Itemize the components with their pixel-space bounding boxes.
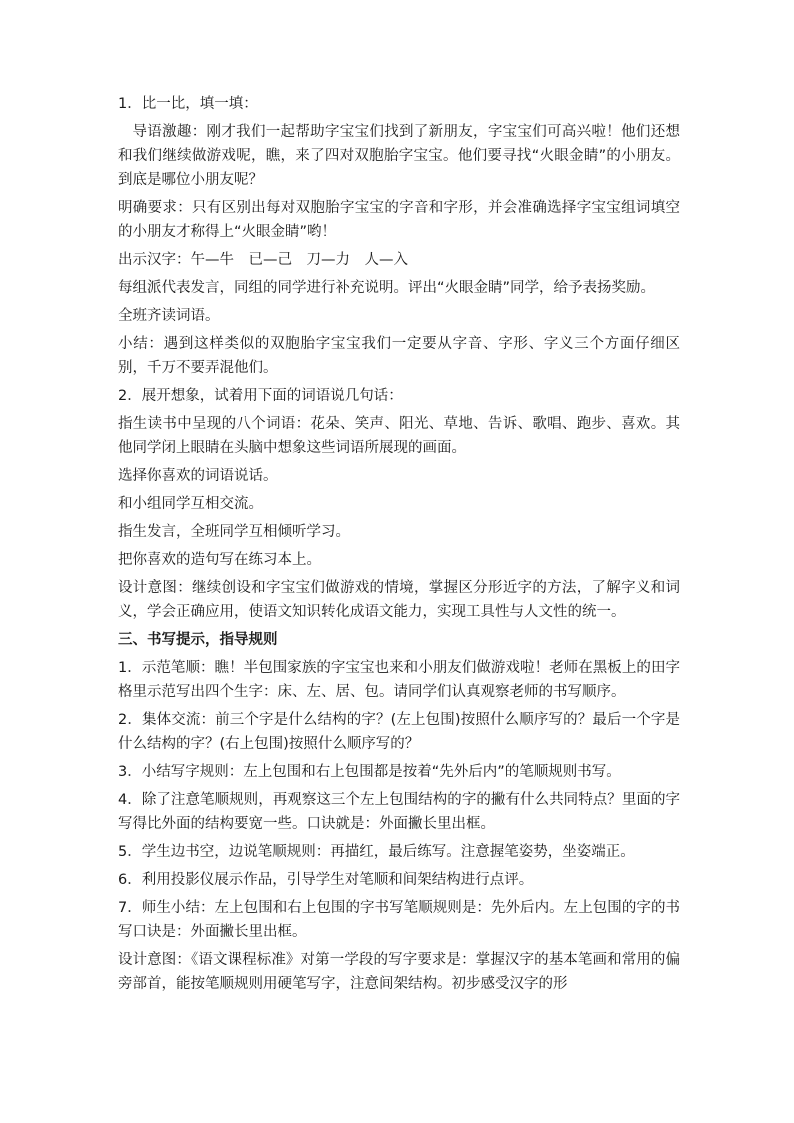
section-heading: 三、书写提示，指导规则 xyxy=(118,632,278,648)
paragraph: 设计意图：继续创设和字宝宝们做游戏的情境，掌握区分形近字的方法，了解字义和词义，学会正确应用，使语文知识转化成语文能力，实现工具性与人文性的统一。 xyxy=(118,580,680,620)
paragraph: 和小组同学互相交流。 xyxy=(118,496,263,512)
paragraph: 全班齐读词语。 xyxy=(118,308,220,324)
paragraph: 设计意图：《语文课程标准》对第一学段的写字要求是：掌握汉字的基本笔画和常用的偏旁部首，能按笔顺规则用硬笔写字，注意间架结构。初步感受汉字的形 xyxy=(118,952,680,992)
paragraph: 指生发言，全班同学互相倾听学习。 xyxy=(118,524,350,540)
document-page xyxy=(118,92,680,1000)
paragraph: 2．展开想象，试着用下面的词语说几句话： xyxy=(118,388,403,404)
paragraph: 6．利用投影仪展示作品，引导学生对笔顺和间架结构进行点评。 xyxy=(118,872,534,888)
paragraph: 1．示范笔顺：瞧！半包围家族的字宝宝也来和小朋友们做游戏啦！老师在黑板上的田字格里示范写出四个生字：床、左、居、包。请同学们认真观察老师的书写顺序。 xyxy=(118,660,680,700)
paragraph: 导语激趣：刚才我们一起帮助字宝宝们找到了新朋友，字宝宝们可高兴啦！他们还想和我们继续做游戏呢，瞧，来了四对双胞胎字宝宝。他们要寻找“火眼金睛”的小朋友。到底是哪位小朋友呢？ xyxy=(118,124,680,188)
paragraph: 指生读书中呈现的八个词语：花朵、笑声、阳光、草地、告诉、歌唱、跑步、喜欢。其他同学闭上眼睛在头脑中想象这些词语所展现的画面。 xyxy=(118,416,680,456)
paragraph: 4．除了注意笔顺规则，再观察这三个左上包围结构的字的撇有什么共同特点？里面的字写得比外面的结构要宽一些。口诀就是：外面撇长里出框。 xyxy=(118,792,680,832)
paragraph: 小结：遇到这样类似的双胞胎字宝宝我们一定要从字音、字形、字义三个方面仔细区别，千万不要弄混他们。 xyxy=(118,336,680,376)
paragraph: 出示汉字：午—牛 已—己 刀—力 人—入 xyxy=(118,252,408,268)
paragraph: 7．师生小结：左上包围和右上包围的字书写笔顺规则是：先外后内。左上包围的字的书写口诀是：外面撇长里出框。 xyxy=(118,900,680,940)
paragraph: 2．集体交流：前三个字是什么结构的字？(左上包围)按照什么顺序写的？最后一个字是什么结构的字？(右上包围)按照什么顺序写的？ xyxy=(118,712,680,752)
paragraph: 3．小结写字规则：左上包围和右上包围都是按着“先外后内”的笔顺规则书写。 xyxy=(118,764,621,780)
paragraph: 每组派代表发言，同组的同学进行补充说明。评出“火眼金睛”同学，给予表扬奖励。 xyxy=(118,280,656,296)
paragraph: 把你喜欢的造句写在练习本上。 xyxy=(118,552,321,568)
paragraph: 5．学生边书空，边说笔顺规则：再描红，最后练写。注意握笔姿势，坐姿端正。 xyxy=(118,844,635,860)
paragraph: 1．比一比，填一填： xyxy=(118,96,258,112)
paragraph: 选择你喜欢的词语说话。 xyxy=(118,468,278,484)
paragraph: 明确要求：只有区别出每对双胞胎字宝宝的字音和字形，并会准确选择字宝宝组词填空的小朋友才称得上“火眼金睛”哟！ xyxy=(118,200,680,240)
